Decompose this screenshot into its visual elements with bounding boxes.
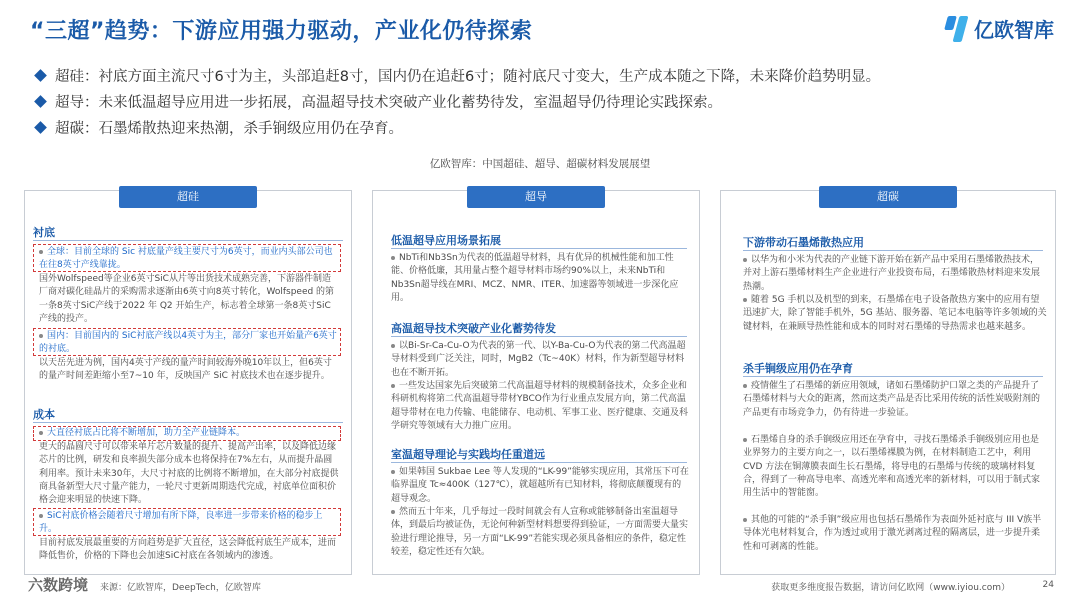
section-title: 高温超导技术突破产业化蓄势待发 (391, 322, 556, 335)
paragraph: 如果韩国 Sukbae Lee 等人发现的“LK-99”能够实现应用，其常压下可在临界温度 Tc≈400K（127℃），就超越所有已知材料，将彻底颠覆现有的超导观念。 (391, 467, 689, 504)
watermark-text: 六数跨境 (28, 576, 89, 594)
diamond-icon (34, 69, 47, 82)
paragraph: 更大的晶圆尺寸可以带来单片芯片数量的提升、提高产出率，以及降低边缘芯片的比例，研发和良率损失部分成本也将保持在7%左右，从而提升晶圆利用率。预计未来30年，大尺寸衬底的比例将不断增加，在大部分衬底提供商具备新型大尺寸量产能力，一轮尺寸更新周期迭代完成，衬底单位面积价格会迎来明显的快速下降。 (39, 442, 339, 506)
paragraph: 全球：目前全球的 Sic 衬底量产线主要尺寸为6英寸，而业内头部公司也在往8英寸产线靠拢。 (39, 247, 333, 271)
paragraph: 疫情催生了石墨烯的新应用领域，诸如石墨烯防护口罩之类的产品提升了石墨烯材料与大众的距离，然而这类产品是否比采用传统的活性炭吸附剂的产品更有市场竞争力，仍有待进一步验证。 (743, 381, 1041, 418)
paragraph: 石墨烯自身的杀手锏级应用还在孕育中，寻找石墨烯杀手锏级别应用也是业界努力的主要方向之一，以石墨烯裸膜为例，在材料制造工艺中，利用 CVD 方法在铜薄膜表面生长石墨烯，将导电的石墨烯与传统的玻璃材料复合，得到了一种高导电率、高透光率和高透光率的新材料，可以用于制式家用生活中的智能窗。 (743, 435, 1041, 499)
paragraph: 大直径衬底占比将不断增加，助力全产业链降本。 (39, 427, 339, 440)
paragraph: 以华为和小米为代表的产业链下游开始在新产品中采用石墨烯散热技术，并对上游石墨烯材料生产企业进行产业投资布局，石墨烯散热材料迎来发展热潮。 (743, 255, 1041, 292)
chart-subtitle: 亿欧智库：中国超硅、超导、超碳材料发展展望 (429, 158, 651, 170)
summary-bullets (30, 62, 1050, 140)
section-title: 下游带动石墨烯散热应用 (743, 236, 864, 249)
bullet-superconductor (30, 88, 1050, 114)
section-title: 室温超导理论与实践均任重道远 (391, 448, 545, 461)
paragraph: 目前衬底发展最重要的方向趋势是扩大直径，这会降低衬底生产成本，进而降低售价，价格的下降也会加速SiC衬底在各领域内的渗透。 (39, 538, 337, 562)
paragraph: 然而五十年来，几乎每过一段时间就会有人宣称或能够制备出室温超导体，到最后均被证伪，无论何种新型材料想要得到验证，一方面需要大量实验进行理论推导，另一方面“LK-99”若能实现必须具备相应的条件，稳定性较差，稳定性还有欠缺。 (391, 507, 689, 557)
diamond-icon (34, 121, 47, 134)
logo-text: 亿欧智库 (974, 18, 1054, 42)
section-title: 成本 (33, 408, 55, 421)
bullet-silicon (30, 62, 1050, 88)
brand-logo (946, 14, 1054, 43)
paragraph: 随着 5G 手机以及机型的到来，石墨烯在电子设备散热方案中的应用有望迅速扩大，除了智能手机外，5G 基站、服务器、笔记本电脑等许多领域的关键材料，在兼顾导热性能和成本的同时对石墨烯的导热需求也越来越多。 (743, 295, 1047, 332)
paragraph: 以Bi-Sr-Ca-Cu-O为代表的第一代、以Y-Ba-Cu-O为代表的第二代高温超导材料受到广泛关注，同时，MgB2（Tc~40K）材料，作为新型超导材料也在不断开拓。 (391, 341, 686, 378)
panel-carbon (720, 190, 1056, 575)
footer-source: 来源：亿欧智库，DeepTech，亿欧智库 (100, 583, 261, 593)
paragraph: NbTi和Nb3Sn为代表的低温超导材料，具有优异的机械性能和加工性能、价格低廉，其用量占整个超导材料市场约90%以上，未来NbTi和Nb3Sn超导线在MRI、MCZ、NMR、ITER、加速器等领域进一步深化应用。 (391, 253, 679, 303)
paragraph: SiC衬底价格会随着尺寸增加有所下降，良率进一步带来价格的稳步上升。 (39, 511, 323, 535)
paragraph: 其他的可能的“杀手锏”级应用也包括石墨烯作为表面外延衬底与 III V族半导体光电材料复合，作为透过或用于激光剥离过程的隔离层，进一步提升柔性和可剥离的性能。 (743, 515, 1042, 552)
footer-link[interactable]: 获取更多维度报告数据，请访问亿欧网（www.iyiou.com） (771, 583, 1010, 593)
paragraph: 一些发达国家先后突破第二代高温超导材料的规模制备技术，众多企业和科研机构将第二代高温超导带材YBCO作为行业重点发展方向，第二代高温超导带材在电力传输、电能储存、电动机、军事工业、医疗健康、交通及科学研究等领域有大力推广应用。 (391, 381, 689, 431)
page-title: “三超”趋势：下游应用强力驱动，产业化仍待探索 (30, 19, 533, 44)
panel-superconductor (372, 190, 700, 575)
bullet-text: 超碳：石墨烯散热迎来热潮，杀手锏级应用仍在孕育。 (55, 120, 403, 137)
section-title: 衬底 (33, 226, 55, 239)
tab-superconductor: 超导 (467, 186, 605, 208)
panel-silicon (24, 190, 352, 575)
paragraph: 国外Wolfspeed等企业6英寸SiC从片等出货技术成熟完善，下游器件制造厂商对碳化硅晶片的采购需求逐渐由6英寸向8英寸转化，Wolfspeed 的第一条8英寸SiC产线于2022 年 Q2 开始生产，标志着全球第一条8英寸SiC产线的投产。 (39, 274, 335, 324)
bullet-text: 超硅：衬底方面主流尺寸6寸为主，头部追赶8寸，国内仍在追赶6寸；随衬底尺寸变大，生产成本随之下降，未来降价趋势明显。 (55, 68, 881, 85)
section-title: 低温超导应用场景拓展 (391, 234, 501, 247)
tab-silicon: 超硅 (119, 186, 257, 208)
page-number: 24 (1042, 580, 1054, 590)
tab-carbon: 超碳 (819, 186, 957, 208)
bullet-carbon (30, 114, 1050, 140)
logo-icon (946, 16, 968, 42)
section-title: 杀手锏级应用仍在孕育 (743, 362, 853, 375)
bullet-text: 超导：未来低温超导应用进一步拓展，高温超导技术突破产业化蓄势待发，室温超导仍待理论实践探索。 (55, 94, 722, 111)
paragraph: 国内：目前国内的 SiC衬底产线以4英寸为主，部分厂家也开始量产6英寸的衬底。 (39, 331, 337, 355)
paragraph: 以天岳先进为例，国内4英寸产线的量产时间较海外晚10年以上，但6英寸的量产时间差距缩小至7~10 年，反映国产 SiC 衬底技术也在逐步提升。 (39, 358, 332, 382)
diamond-icon (34, 95, 47, 108)
